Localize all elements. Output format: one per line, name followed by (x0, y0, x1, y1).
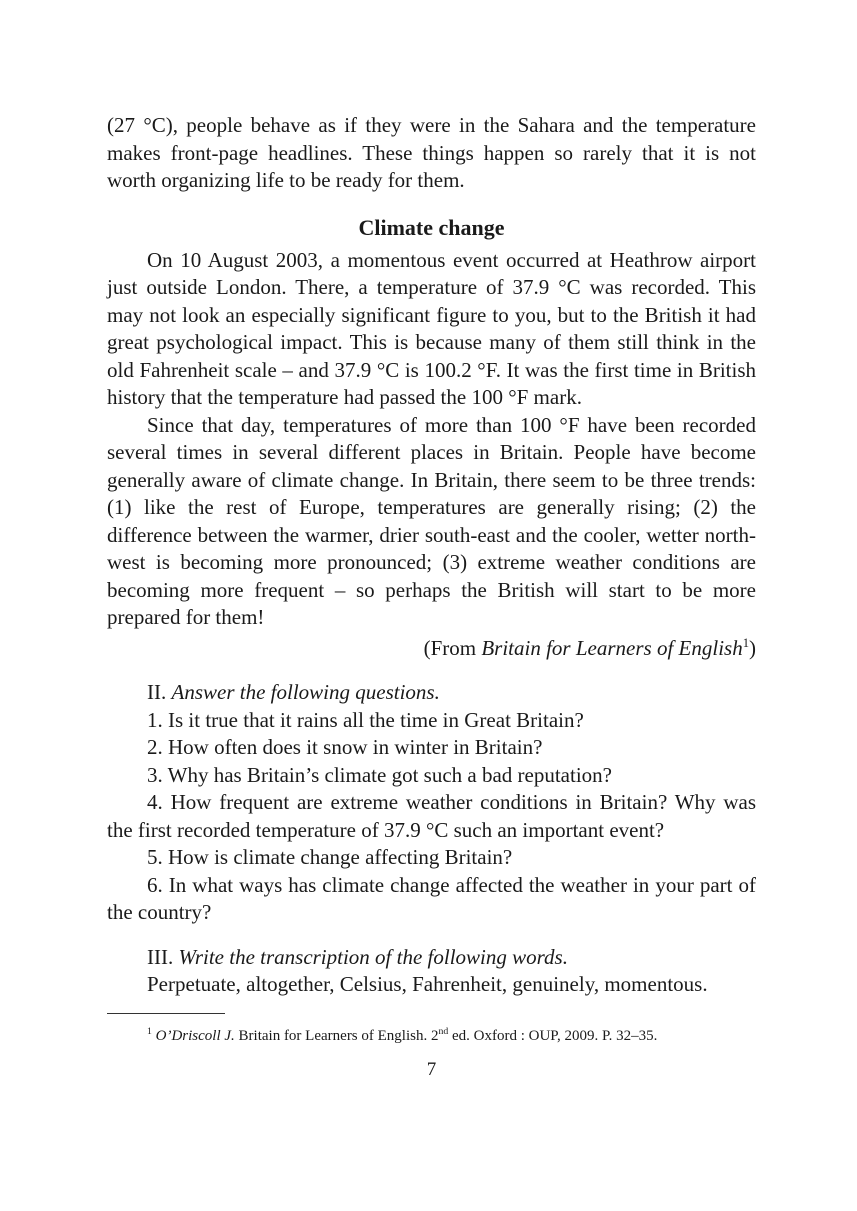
source-title: Britain for Learners of English (481, 635, 743, 660)
footnote-edition-sup: nd (438, 1025, 449, 1037)
exercise-2-instruction: Answer the following questions. (171, 680, 440, 704)
source-citation (107, 635, 756, 663)
footnote-mark: 1 (147, 1025, 152, 1037)
question-3: 3. Why has Britain’s climate got such a bad reputation? (147, 762, 612, 787)
footnote-separator (107, 1013, 225, 1014)
question-5: 5. How is climate change affecting Britain? (147, 845, 513, 869)
exercise-3-words: Perpetuate, altogether, Celsius, Fahrenheit, genuinely, momentous. (147, 972, 708, 996)
source-footnote-mark: 1 (742, 635, 749, 650)
footnote-text-1: Britain for Learners of English. 2 (234, 1027, 439, 1044)
exercise-2-header (107, 679, 756, 707)
source-prefix: (From (423, 635, 482, 660)
section-paragraph-2: Since that day, temperatures of more than 100 °F have been recorded several times in several different places in Britain. People have become generally aware of climate change. In Britain, there seem to be three trends: (1) like the rest of Europe, temperatures are generally rising; (2) the difference between the warmer, drier south-east and the cooler, wetter north-west is becoming more pronounced; (3) extreme weather conditions are becoming more frequent – so perhaps the British will start to be more prepared for them! (107, 412, 756, 629)
source-suffix: ) (749, 635, 756, 660)
question-1: 1. Is it true that it rains all the time in Great Britain? (147, 707, 584, 732)
question-2: 2. How often does it snow in winter in Britain? (147, 735, 543, 759)
exercise-3-header (107, 944, 756, 972)
intro-paragraph: (27 °C), people behave as if they were in the Sahara and the temperature makes front-page headlines. These things happen so rarely that it is not worth organizing life to be ready for them. (107, 113, 756, 192)
exercise-3-number: III. (147, 944, 174, 969)
footnote-text-2: ed. Oxford : OUP, 2009. P. 32–35. (448, 1027, 658, 1044)
footnote (107, 1026, 756, 1046)
question-6: 6. In what ways has climate change affected the weather in your part of the country? (107, 872, 756, 924)
section-heading: Climate change (358, 214, 505, 240)
exercise-2-number: II. (147, 680, 167, 704)
page-number: 7 (426, 1058, 437, 1080)
section-paragraph-1: On 10 August 2003, a momentous event occurred at Heathrow airport just outside London. There, a temperature of 37.9 °C was recorded. This may not look an especially significant figure to you, but to the British it had great psychological impact. This is because many of them still think in the old Fahrenheit scale – and 37.9 °C is 100.2 °F. It was the first time in British history that the temperature had passed the 100 °F mark. (107, 247, 756, 409)
exercise-3-instruction: Write the transcription of the following words. (178, 944, 568, 969)
footnote-author: O’Driscoll J. (155, 1027, 235, 1044)
page-content (107, 112, 756, 1083)
question-4: 4. How frequent are extreme weather conditions in Britain? Why was the first recorded temperature of 37.9 °C such an important event? (107, 790, 756, 842)
